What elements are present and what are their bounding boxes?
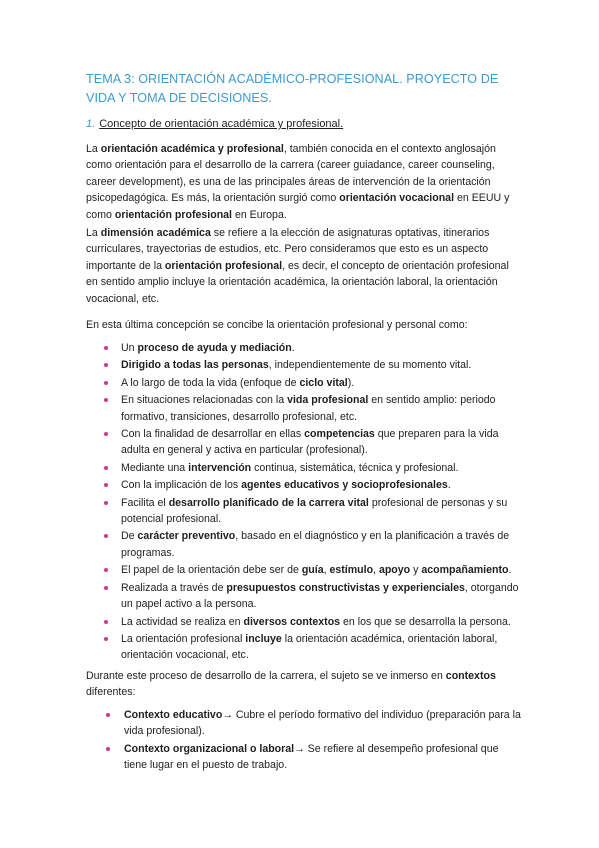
- list-item: [104, 477, 522, 493]
- contexts-list: [106, 707, 522, 775]
- bold-text: dimensión académica: [100, 227, 211, 239]
- bold-text: Contexto organizacional o laboral: [124, 742, 295, 755]
- list-item: [104, 392, 522, 425]
- bullet-icon: [104, 432, 108, 436]
- bullet-icon: [104, 466, 108, 470]
- bold-text: carácter preventivo: [137, 530, 236, 543]
- list-item: [104, 562, 522, 578]
- bullet-icon: [104, 501, 108, 505]
- section-title: Concepto de orientación académica y profesional.: [99, 118, 344, 130]
- text-run: y: [410, 564, 422, 577]
- bold-text: orientación vocacional: [339, 192, 455, 205]
- text-run: , es decir, el concepto de orientación profesional en sentido amplio incluye la orientación académica, la orientación laboral, la orientación vocacional, etc.: [86, 259, 509, 305]
- text-run: De: [121, 530, 138, 543]
- bold-text: apoyo: [378, 564, 411, 577]
- text-run: que preparen para la vida adulta en general y activa en particular (profesional).: [121, 428, 499, 457]
- text-run: La orientación profesional: [121, 632, 246, 645]
- section-number: 1.: [86, 118, 96, 130]
- text-run: Mediante una: [121, 461, 189, 474]
- text-run: Con la finalidad de desarrollar en ellas: [121, 428, 305, 441]
- text-run: profesional de personas y su potencial profesional.: [121, 496, 508, 526]
- text-run: La: [86, 143, 101, 155]
- text-run: En situaciones relacionadas con la: [121, 394, 288, 407]
- bullet-icon: [104, 534, 108, 538]
- list-item: [104, 495, 522, 528]
- text-run: Cubre el período formativo del individuo (preparación para la vida profesional).: [124, 709, 521, 738]
- bold-text: acompañamiento: [421, 564, 509, 577]
- text-run: Con la implicación de los: [121, 479, 242, 492]
- text-run: ,: [323, 564, 330, 577]
- bold-text: Contexto educativo: [124, 709, 223, 721]
- bold-text: Dirigido a todas las personas: [121, 359, 269, 372]
- characteristics-list: [104, 340, 522, 665]
- bold-text: intervención: [188, 461, 252, 474]
- bullet-icon: [104, 398, 108, 402]
- bold-text: incluye: [245, 632, 282, 645]
- list-item: [106, 707, 522, 740]
- list-item: [104, 340, 522, 356]
- text-run: en Europa.: [232, 208, 287, 221]
- bullet-icon: [104, 568, 108, 572]
- text-run: en los que se desarrolla la persona.: [340, 615, 511, 628]
- bold-text: agentes educativos y socioprofesionales: [241, 479, 448, 492]
- bullet-icon: [104, 346, 108, 350]
- bullet-icon: [106, 713, 110, 717]
- text-run: en sentido amplio: periodo formativo, transiciones, desarrollo profesional, etc.: [121, 394, 496, 423]
- text-run: la orientación académica, orientación laboral, orientación vocacional, etc.: [121, 632, 498, 662]
- bullet-icon: [104, 586, 108, 590]
- text-run: se refiere a la elección de asignaturas optativas, itinerarios curriculares, trayectorias de estudios, etc. Pero consideramos que esto es un aspecto importante de la: [86, 227, 490, 272]
- list-item: [104, 460, 522, 476]
- text-run: Un: [121, 342, 138, 354]
- text-run: .: [447, 479, 451, 492]
- bold-text: guía: [301, 564, 324, 577]
- list-item: [104, 580, 522, 613]
- text-run: ,: [373, 564, 379, 577]
- bullet-icon: [104, 620, 108, 624]
- text-run: continua, sistemática, técnica y profesional.: [251, 461, 459, 474]
- text-run: La actividad se realiza en: [121, 615, 244, 628]
- text-run: .: [291, 342, 295, 354]
- bold-text: →: [294, 742, 308, 755]
- bullet-icon: [104, 637, 108, 641]
- bold-text: orientación profesional: [164, 259, 283, 272]
- list-item: [106, 741, 522, 774]
- text-run: Se refiere al desempeño profesional que tiene lugar en el puesto de trabajo.: [124, 742, 499, 772]
- paragraph-academic-dimension: [86, 225, 522, 307]
- bold-text: proceso de ayuda y mediación: [137, 342, 292, 354]
- bold-text: competencias: [304, 428, 375, 441]
- bold-text: →: [222, 709, 236, 721]
- paragraph-conception-intro: [86, 317, 522, 333]
- bold-text: estímulo: [329, 564, 374, 577]
- list-item: [104, 426, 522, 459]
- paragraph-definition: [86, 141, 522, 223]
- text-run: A lo largo de toda la vida (enfoque de: [121, 376, 300, 389]
- list-item: [104, 614, 522, 630]
- paragraph-contexts-intro: [86, 668, 522, 701]
- text-run: Realizada a través de: [121, 581, 227, 594]
- list-item: [104, 631, 522, 664]
- bold-text: diversos contextos: [243, 615, 341, 628]
- bullet-icon: [106, 747, 110, 751]
- bold-text: orientación académica y profesional: [100, 143, 284, 155]
- text-run: , independientemente de su momento vital.: [268, 359, 472, 372]
- page-title: TEMA 3: ORIENTACIÓN ACADÉMICO-PROFESIONAL. PROYECTO DE VIDA Y TOMA DE DECISIONES.: [86, 72, 499, 105]
- text-run: En esta última concepción se concibe la orientación profesional y personal como:: [86, 319, 468, 331]
- bold-text: desarrollo planificado de la carrera vital: [168, 496, 369, 509]
- list-item: [104, 357, 522, 373]
- bold-text: vida profesional: [287, 394, 369, 407]
- bold-text: orientación profesional: [114, 208, 232, 221]
- section-heading: [86, 116, 343, 132]
- text-run: Durante este proceso de desarrollo de la carrera, el sujeto se ve inmerso en: [86, 670, 446, 682]
- list-item: [104, 375, 522, 391]
- text-run: Facilita el: [121, 496, 169, 509]
- text-run: en EEUU y como: [86, 192, 510, 221]
- text-run: diferentes:: [86, 686, 136, 699]
- text-run: , también conocida en el contexto anglosajón como orientación para el desarrollo de la carrera (career guiadance, career counseling, career development), es una de las principales áreas de intervención de la orientación psicopedagógica. Es más, la orientación surgió como: [86, 143, 496, 205]
- bullet-icon: [104, 363, 108, 367]
- bold-text: presupuestos constructivistas y experienciales: [226, 581, 465, 594]
- bullet-icon: [104, 483, 108, 487]
- bold-text: ciclo vital: [299, 376, 348, 389]
- text-run: , basado en el diagnóstico y en la planificación a través de programas.: [121, 530, 510, 559]
- text-run: .: [508, 564, 512, 577]
- bold-text: contextos: [445, 670, 496, 682]
- text-run: El papel de la orientación debe ser de: [121, 564, 302, 577]
- text-run: ).: [347, 376, 355, 389]
- text-run: , otorgando un papel activo a la persona.: [121, 581, 519, 611]
- bullet-icon: [104, 381, 108, 385]
- list-item: [104, 528, 522, 561]
- text-run: La: [86, 227, 101, 239]
